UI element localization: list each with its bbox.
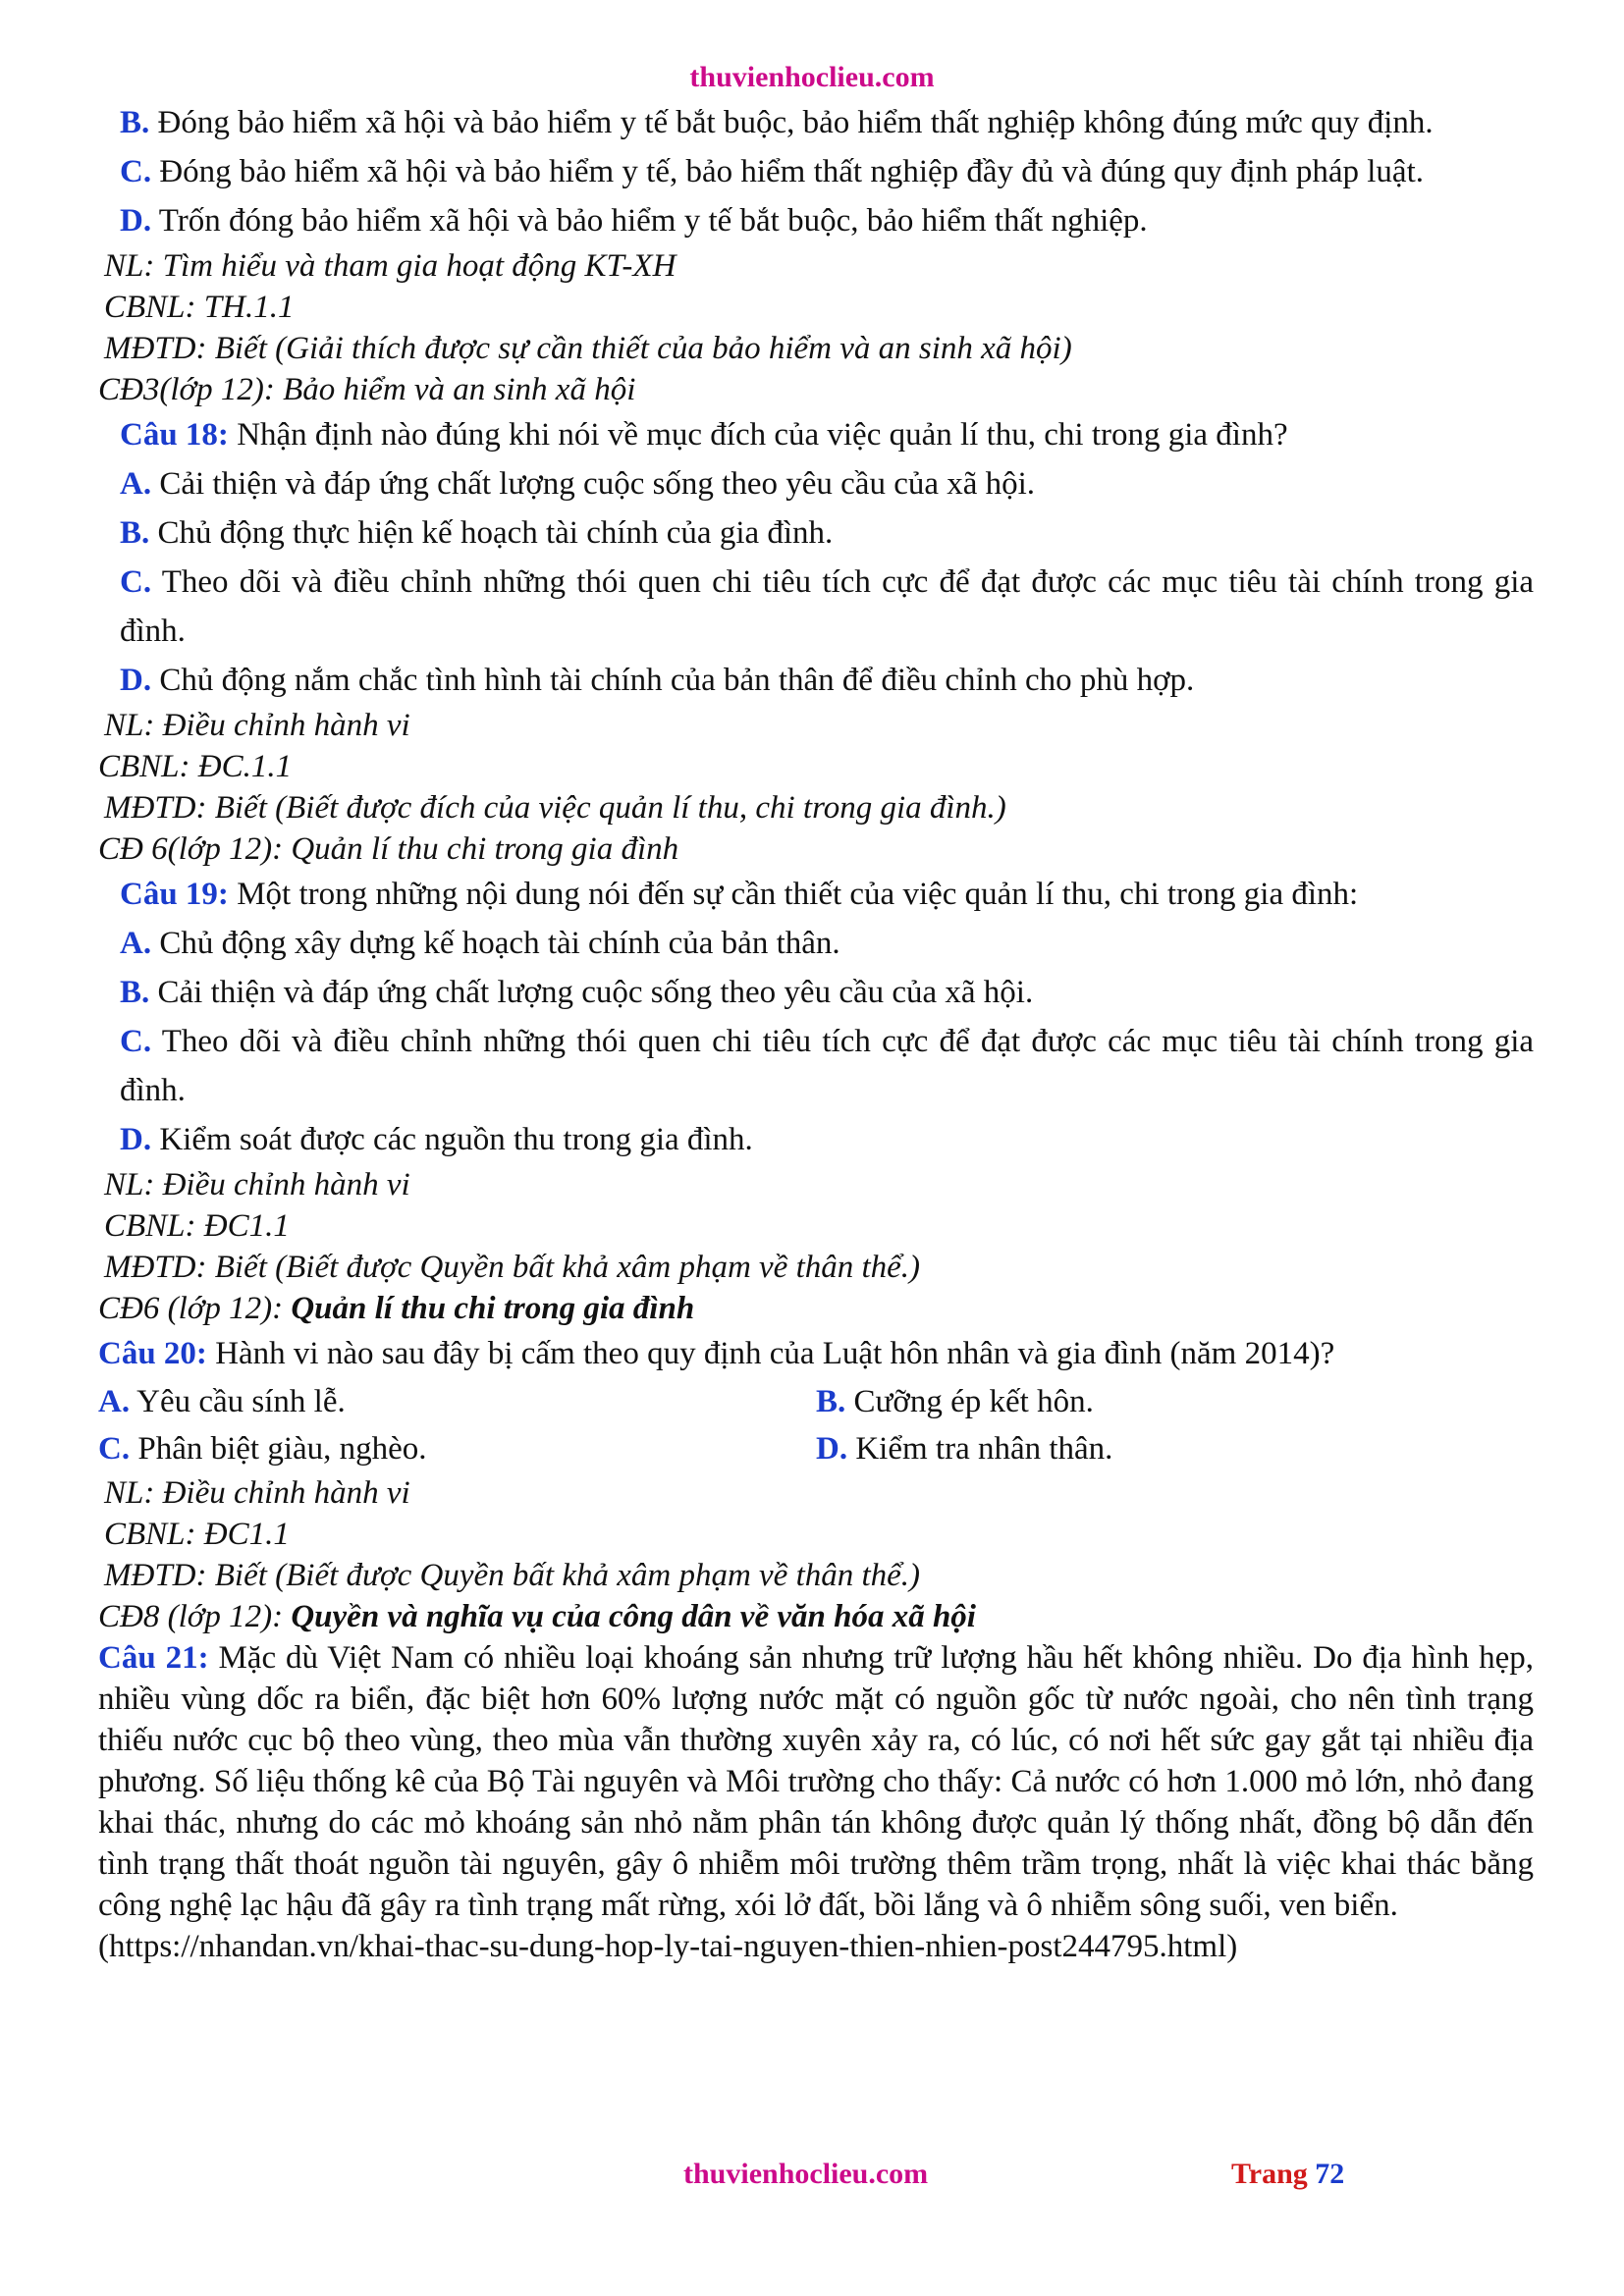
page-content <box>98 98 1534 1967</box>
question-text: Hành vi nào sau đây bị cấm theo quy định của Luật hôn nhân và gia đình (năm 2014)? <box>215 1336 1335 1371</box>
q17-meta-topic: CĐ3(lớp 12): Bảo hiểm và an sinh xã hội <box>98 372 636 407</box>
q18-meta-cbnl: CBNL: ĐC.1.1 <box>98 749 293 784</box>
option-text: Đóng bảo hiểm xã hội và bảo hiểm y tế, bảo hiểm thất nghiệp đầy đủ và đúng quy định pháp luật. <box>159 154 1424 189</box>
footer-site: thuvienhoclieu.com <box>683 2158 929 2190</box>
option-label: C. <box>120 154 152 189</box>
option-label: A. <box>120 926 152 961</box>
option-text: Đóng bảo hiểm xã hội và bảo hiểm y tế bắt buộc, bảo hiểm thất nghiệp không đúng mức quy định. <box>157 105 1434 140</box>
q20-meta-mdtd: MĐTD: Biết (Biết được Quyền bất khả xâm phạm về thân thể.) <box>104 1558 921 1593</box>
q20-option-c <box>98 1425 816 1472</box>
q18-option-c <box>98 558 1534 656</box>
question-text: Một trong những nội dung nói đến sự cần thiết của việc quản lí thu, chi trong gia đình: <box>237 877 1359 912</box>
option-label: D. <box>120 1122 152 1157</box>
option-label: C. <box>120 1024 152 1059</box>
option-text: Chủ động nắm chắc tình hình tài chính của bản thân để điều chỉnh cho phù hợp. <box>159 663 1195 698</box>
q19-meta-topic <box>98 1288 1534 1329</box>
q19-option-a <box>98 919 1534 968</box>
option-text: Cải thiện và đáp ứng chất lượng cuộc sống theo yêu cầu của xã hội. <box>159 466 1036 502</box>
q18-question <box>98 410 1534 459</box>
q20-options-row-1 <box>98 1378 1534 1425</box>
q17-meta-cbnl: CBNL: TH.1.1 <box>104 290 295 325</box>
q20-meta-cbnl: CBNL: ĐC1.1 <box>104 1517 290 1552</box>
topic-prefix: CĐ8 (lớp 12): <box>98 1599 292 1634</box>
q20-option-b <box>816 1378 1534 1425</box>
q19-meta-nl: NL: Điều chỉnh hành vi <box>104 1167 410 1202</box>
option-label: A. <box>98 1384 131 1419</box>
option-label: D. <box>120 663 152 698</box>
page-label: Trang <box>1231 2158 1308 2190</box>
option-text: Cải thiện và đáp ứng chất lượng cuộc sống theo yêu cầu của xã hội. <box>157 975 1034 1010</box>
option-text: Kiểm tra nhân thân. <box>855 1431 1113 1467</box>
page-number-value: 72 <box>1315 2158 1345 2190</box>
q18-option-d <box>98 656 1534 705</box>
question-label: Câu 18: <box>120 417 229 453</box>
option-text: Trốn đóng bảo hiểm xã hội và bảo hiểm y tế bắt buộc, bảo hiểm thất nghiệp. <box>158 203 1148 239</box>
q17-option-b <box>98 98 1534 147</box>
q17-meta-mdtd: MĐTD: Biết (Giải thích được sự cần thiết của bảo hiểm và an sinh xã hội) <box>104 331 1072 366</box>
header-site: thuvienhoclieu.com <box>689 61 935 93</box>
q17-option-c <box>98 147 1534 196</box>
q19-question <box>98 870 1534 919</box>
q20-meta-nl: NL: Điều chỉnh hành vi <box>104 1475 410 1511</box>
q18-meta-topic: CĐ 6(lớp 12): Quản lí thu chi trong gia đình <box>98 831 679 867</box>
option-label: D. <box>816 1431 848 1467</box>
q19-option-d <box>98 1115 1534 1164</box>
q20-question <box>98 1329 1534 1378</box>
footer <box>0 2158 1624 2197</box>
q18-option-a <box>98 459 1534 508</box>
option-label: A. <box>120 466 152 502</box>
option-text: Yêu cầu sính lễ. <box>136 1384 346 1419</box>
option-label: B. <box>120 975 150 1010</box>
option-text: Cưỡng ép kết hôn. <box>853 1384 1094 1419</box>
option-label: D. <box>120 203 152 239</box>
q21-source: (https://nhandan.vn/khai-thac-su-dung-hop-ly-tai-nguyen-thien-nhien-post244795.html) <box>98 1929 1238 1964</box>
option-text: Phân biệt giàu, nghèo. <box>137 1431 427 1467</box>
question-label: Câu 19: <box>120 877 229 912</box>
topic-prefix: CĐ6 (lớp 12): <box>98 1291 292 1326</box>
q18-meta-mdtd: MĐTD: Biết (Biết được đích của việc quản lí thu, chi trong gia đình.) <box>104 790 1006 826</box>
option-label: B. <box>120 515 150 551</box>
page-number <box>1231 2158 1344 2191</box>
topic-title: Quyền và nghĩa vụ của công dân về văn hóa xã hội <box>291 1599 976 1634</box>
q20-options-row-2 <box>98 1425 1534 1472</box>
option-label: C. <box>98 1431 131 1467</box>
question-label: Câu 21: <box>98 1640 209 1676</box>
q19-meta-mdtd: MĐTD: Biết (Biết được Quyền bất khả xâm phạm về thân thể.) <box>104 1250 921 1285</box>
option-label: B. <box>816 1384 846 1419</box>
q20-option-a <box>98 1378 816 1425</box>
option-text: Chủ động thực hiện kế hoạch tài chính của gia đình. <box>157 515 834 551</box>
option-text: Theo dõi và điều chỉnh những thói quen chi tiêu tích cực để đạt được các mục tiêu tài chính trong gia đình. <box>120 564 1535 649</box>
q17-option-d <box>98 196 1534 245</box>
option-text: Chủ động xây dựng kế hoạch tài chính của bản thân. <box>159 926 840 961</box>
q18-meta-nl: NL: Điều chỉnh hành vi <box>104 708 410 743</box>
q20-meta-topic <box>98 1596 1534 1637</box>
passage-text: Mặc dù Việt Nam có nhiều loại khoáng sản nhưng trữ lượng hầu hết không nhiều. Do địa hình hẹp, nhiều vùng dốc ra biển, đặc biệt hơn 60% lượng nước mặt có nguồn gốc từ nước ngoài, cho nên tình trạng thiếu nước cục bộ theo vùng, theo mùa vẫn thường xuyên xảy ra, có lúc, có nơi hết sức gay gắt tại nhiều địa phương. Số liệu thống kê của Bộ Tài nguyên và Môi trường cho thấy: Cả nước có hơn 1.000 mỏ lớn, nhỏ đang khai thác, nhưng do các mỏ khoáng sản nhỏ nằm phân tán không được quản lý thống nhất, đồng bộ dẫn đến tình trạng thất thoát nguồn tài nguyên, gây ô nhiễm môi trường thêm trầm trọng, nhất là việc khai thác bằng công nghệ lạc hậu đã gây ra tình trạng mất rừng, xói lở đất, bồi lắng và ô nhiễm sông suối, ven biển. <box>98 1640 1534 1923</box>
question-label: Câu 20: <box>98 1336 207 1371</box>
topic-title: Quản lí thu chi trong gia đình <box>291 1291 695 1326</box>
q17-meta-nl: NL: Tìm hiểu và tham gia hoạt động KT-XH <box>104 248 677 284</box>
option-text: Kiểm soát được các nguồn thu trong gia đình. <box>159 1122 753 1157</box>
q18-option-b <box>98 508 1534 558</box>
q21-passage <box>98 1637 1534 1926</box>
q20-option-d <box>816 1425 1534 1472</box>
option-label: B. <box>120 105 150 140</box>
q19-option-c <box>98 1017 1534 1115</box>
q19-option-b <box>98 968 1534 1017</box>
question-text: Nhận định nào đúng khi nói về mục đích của việc quản lí thu, chi trong gia đình? <box>237 417 1288 453</box>
option-text: Theo dõi và điều chỉnh những thói quen chi tiêu tích cực để đạt được các mục tiêu tài chính trong gia đình. <box>120 1024 1535 1108</box>
option-label: C. <box>120 564 152 600</box>
q19-meta-cbnl: CBNL: ĐC1.1 <box>104 1208 290 1244</box>
